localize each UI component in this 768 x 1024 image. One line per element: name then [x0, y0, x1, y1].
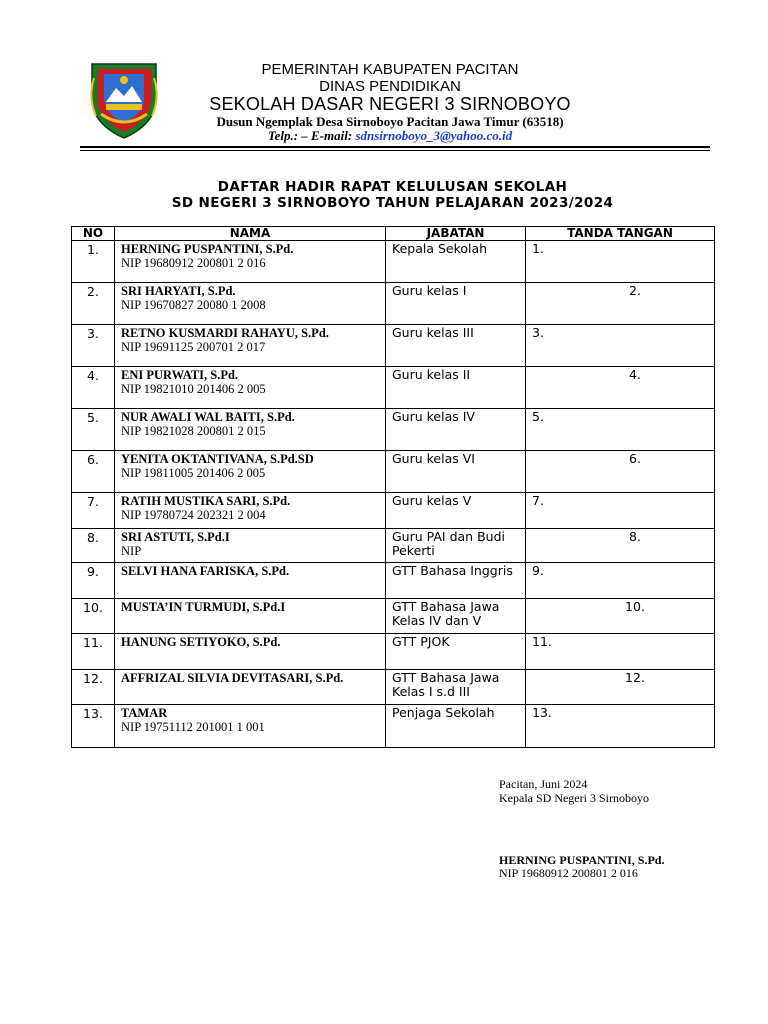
table-row — [72, 705, 715, 748]
attendance-table — [71, 226, 715, 748]
row-name-cell — [115, 409, 386, 451]
table-row — [72, 493, 715, 529]
row-position: Penjaga Sekolah — [386, 705, 526, 748]
row-position: Guru kelas I — [386, 283, 526, 325]
row-position: Guru kelas II — [386, 367, 526, 409]
row-name-cell — [115, 325, 386, 367]
row-position: GTT PJOK — [386, 634, 526, 670]
header-nama: NAMA — [115, 227, 386, 241]
row-signature-slot: 13. — [526, 705, 715, 748]
signature-place-date: Pacitan, Juni 2024 — [499, 777, 588, 791]
row-name: NUR AWALI WAL BAITI, S.Pd. — [121, 410, 295, 424]
row-position: GTT Bahasa Jawa Kelas I s.d III — [386, 670, 526, 705]
kop-contact — [180, 128, 600, 144]
kop-school-name: SEKOLAH DASAR NEGERI 3 SIRNOBOYO — [209, 94, 571, 114]
row-number: 3. — [72, 325, 115, 367]
row-name-cell — [115, 599, 386, 634]
row-signature-slot: 4. — [526, 367, 715, 409]
row-name: HANUNG SETIYOKO, S.Pd. — [121, 635, 281, 649]
row-signature-slot: 5. — [526, 409, 715, 451]
table-row — [72, 367, 715, 409]
row-signature-slot: 11. — [526, 634, 715, 670]
row-name-cell — [115, 705, 386, 748]
row-position: Guru kelas V — [386, 493, 526, 529]
row-name-cell — [115, 367, 386, 409]
table-header-row — [72, 227, 715, 241]
row-nip: NIP 19780724 202321 2 004 — [121, 508, 266, 522]
row-number: 6. — [72, 451, 115, 493]
row-signature-slot: 1. — [526, 241, 715, 283]
row-signature-slot: 7. — [526, 493, 715, 529]
row-name: RATIH MUSTIKA SARI, S.Pd. — [121, 494, 291, 508]
row-name: TAMAR — [121, 706, 168, 720]
row-nip: NIP 19691125 200701 2 017 — [121, 340, 266, 354]
row-number: 9. — [72, 563, 115, 599]
row-number: 8. — [72, 529, 115, 563]
row-position: GTT Bahasa Jawa Kelas IV dan V — [386, 599, 526, 634]
row-nip: NIP 19811005 201406 2 005 — [121, 466, 266, 480]
document-title: DAFTAR HADIR RAPAT KELULUSAN SEKOLAH — [217, 179, 568, 195]
header-no: NO — [72, 227, 115, 241]
table-row — [72, 241, 715, 283]
table-row — [72, 670, 715, 705]
kop-divider-thin — [80, 150, 710, 151]
row-nip: NIP 19751112 201001 1 001 — [121, 720, 265, 734]
kop-email-link[interactable]: sdnsirnoboyo_3@yahoo.co.id — [355, 128, 513, 143]
row-name: SRI HARYATI, S.Pd. — [121, 284, 236, 298]
signature-nip: NIP 19680912 200801 2 016 — [499, 866, 638, 880]
row-signature-slot: 3. — [526, 325, 715, 367]
table-row — [72, 451, 715, 493]
kop-agency-line: DINAS PENDIDIKAN — [319, 78, 461, 95]
row-name: AFFRIZAL SILVIA DEVITASARI, S.Pd. — [121, 671, 344, 685]
row-signature-slot: 8. — [526, 529, 715, 563]
row-position: Guru kelas IV — [386, 409, 526, 451]
row-number: 10. — [72, 599, 115, 634]
pacitan-regency-crest-logo — [84, 58, 164, 142]
kop-contact-prefix: Telp.: – E-mail: — [267, 128, 356, 143]
row-name: YENITA OKTANTIVANA, S.Pd.SD — [121, 452, 314, 466]
row-nip: NIP 19821010 201406 2 005 — [121, 382, 266, 396]
row-position: Guru PAI dan Budi Pekerti — [386, 529, 526, 563]
row-number: 4. — [72, 367, 115, 409]
header-jabatan: JABATAN — [386, 227, 526, 241]
row-position: Kepala Sekolah — [386, 241, 526, 283]
table-row — [72, 409, 715, 451]
row-name-cell — [115, 493, 386, 529]
row-nip: NIP 19680912 200801 2 016 — [121, 256, 266, 270]
row-signature-slot: 6. — [526, 451, 715, 493]
table-row — [72, 529, 715, 563]
row-number: 11. — [72, 634, 115, 670]
row-nip: NIP — [121, 544, 142, 558]
row-name-cell — [115, 634, 386, 670]
row-signature-slot: 12. — [526, 670, 715, 705]
kop-government-line: PEMERINTAH KABUPATEN PACITAN — [261, 61, 519, 78]
row-position: GTT Bahasa Inggris — [386, 563, 526, 599]
row-name: ENI PURWATI, S.Pd. — [121, 368, 239, 382]
row-signature-slot: 9. — [526, 563, 715, 599]
kop-address: Dusun Ngemplak Desa Sirnoboyo Pacitan Jawa Timur (63518) — [216, 114, 564, 129]
document-subtitle: SD NEGERI 3 SIRNOBOYO TAHUN PELAJARAN 2023/2024 — [171, 195, 614, 211]
row-signature-slot: 2. — [526, 283, 715, 325]
row-name-cell — [115, 563, 386, 599]
row-name: HERNING PUSPANTINI, S.Pd. — [121, 242, 294, 256]
signature-role: Kepala SD Negeri 3 Sirnoboyo — [499, 791, 649, 805]
row-signature-slot: 10. — [526, 599, 715, 634]
row-name: MUSTA’IN TURMUDI, S.Pd.I — [121, 600, 286, 614]
row-number: 2. — [72, 283, 115, 325]
row-name-cell — [115, 670, 386, 705]
row-number: 5. — [72, 409, 115, 451]
row-name-cell — [115, 241, 386, 283]
table-row — [72, 599, 715, 634]
row-name-cell — [115, 451, 386, 493]
table-row — [72, 325, 715, 367]
row-nip: NIP 19670827 20080 1 2008 — [121, 298, 266, 312]
signature-name: HERNING PUSPANTINI, S.Pd. — [499, 853, 665, 867]
table-row — [72, 634, 715, 670]
row-name: SELVI HANA FARISKA, S.Pd. — [121, 564, 290, 578]
row-nip: NIP 19821028 200801 2 015 — [121, 424, 266, 438]
row-number: 7. — [72, 493, 115, 529]
row-number: 13. — [72, 705, 115, 748]
row-name-cell — [115, 529, 386, 563]
row-number: 1. — [72, 241, 115, 283]
table-row — [72, 563, 715, 599]
row-name-cell — [115, 283, 386, 325]
table-row — [72, 283, 715, 325]
row-number: 12. — [72, 670, 115, 705]
kop-divider-thick — [80, 146, 710, 148]
row-name: RETNO KUSMARDI RAHAYU, S.Pd. — [121, 326, 329, 340]
row-position: Guru kelas VI — [386, 451, 526, 493]
row-position: Guru kelas III — [386, 325, 526, 367]
header-tanda-tangan: TANDA TANGAN — [526, 227, 715, 241]
row-name: SRI ASTUTI, S.Pd.I — [121, 530, 230, 544]
